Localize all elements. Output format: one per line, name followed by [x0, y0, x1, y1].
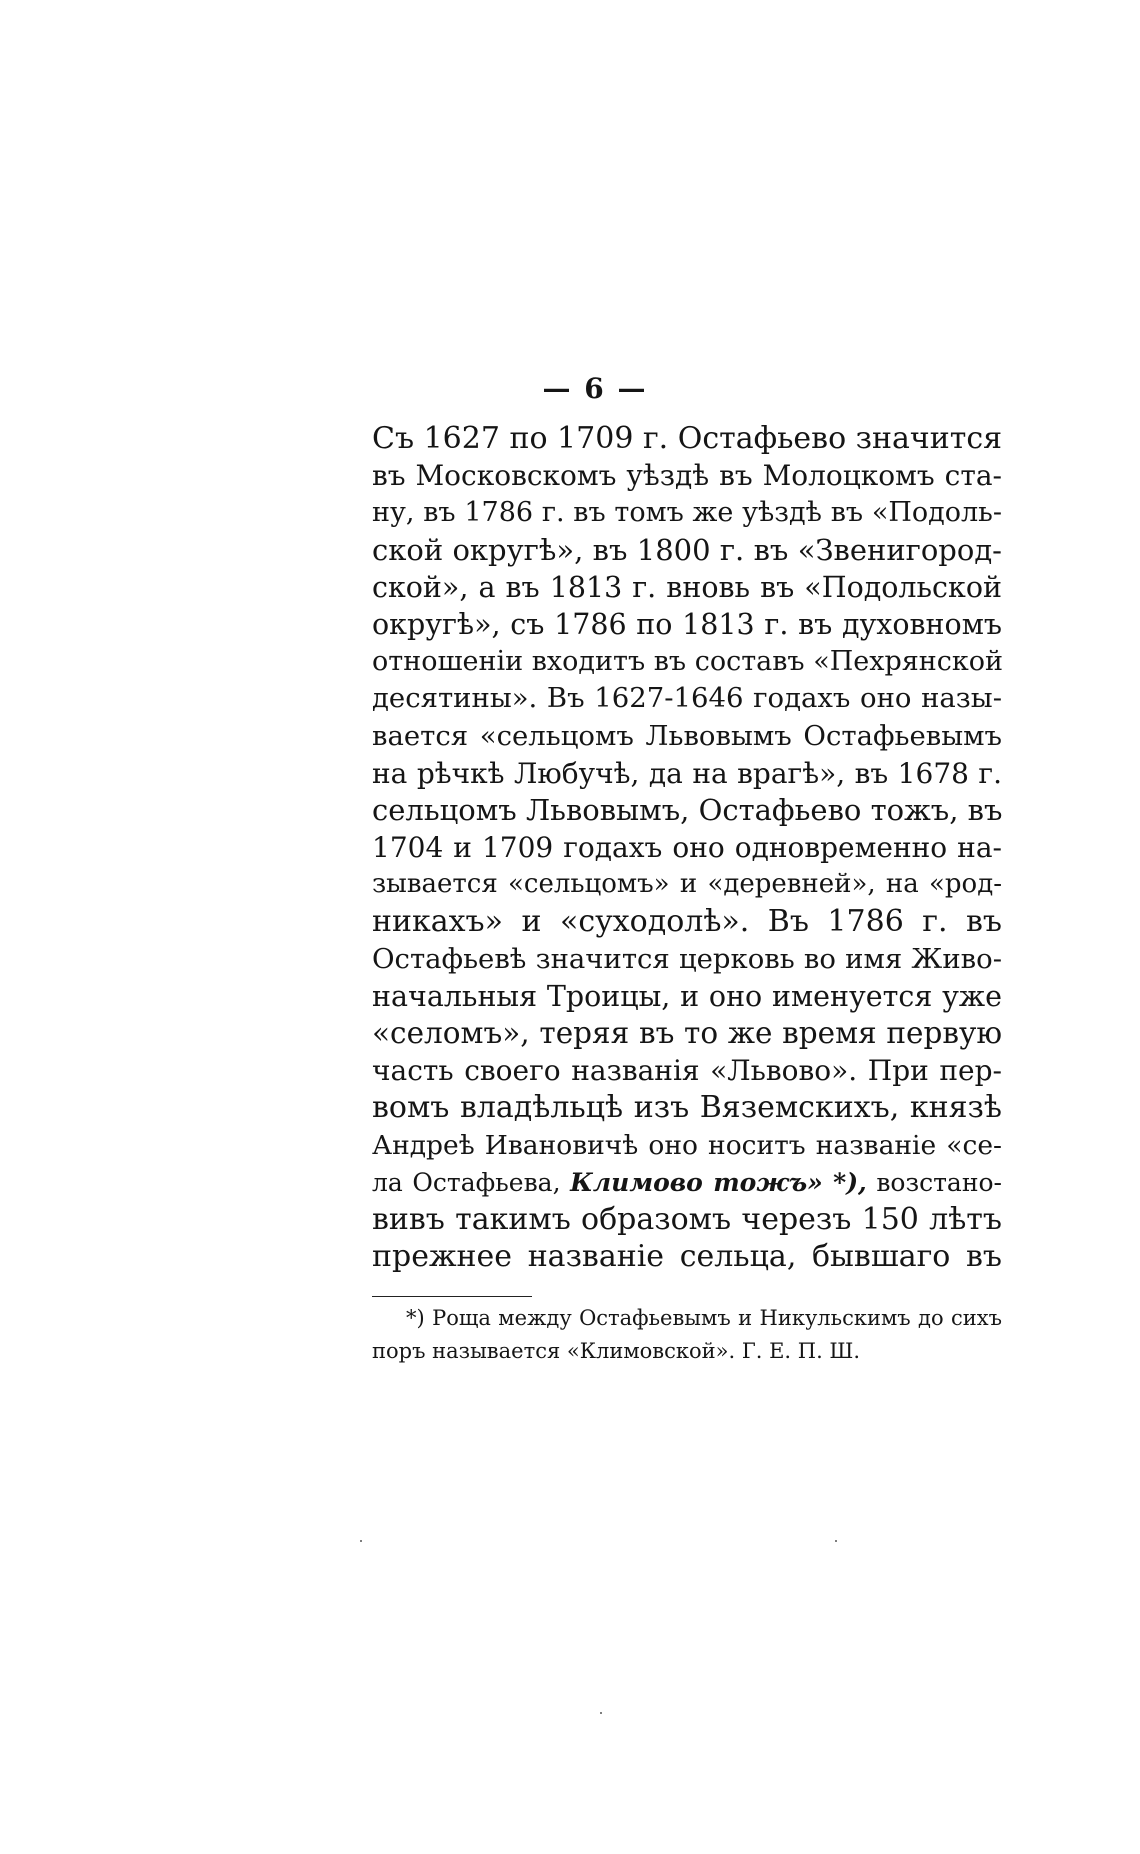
text-line: Съ 1627 по 1709 г. Остафьево значится: [372, 421, 1003, 456]
text-line: прежнее названіе сельца, бывшаго въ: [372, 1239, 1002, 1275]
text-line: ну, въ 1786 г. въ томъ же уѣздѣ въ «Подоль-: [372, 497, 1002, 529]
text-line: «селомъ», теряя въ то же время первую: [372, 1016, 1002, 1050]
text-line: ской», а въ 1813 г. вновь въ «Подольской: [372, 570, 1002, 604]
text-line: вается «сельцомъ Львовымъ Остафьевымъ: [372, 719, 1002, 752]
text-line: отношеніи входитъ въ составъ «Пехрянской: [372, 646, 1004, 678]
text-line: часть своего названія «Львово». При пер-: [372, 1054, 1002, 1088]
text-segment: ла Остафьева,: [372, 1167, 571, 1197]
paper-speck: [360, 1540, 362, 1542]
body-paragraph: [372, 420, 1002, 1275]
footnote: [372, 1302, 1002, 1368]
paper-speck: [835, 1540, 837, 1542]
text-line: Андреѣ Ивановичѣ оно носитъ названіе «се-: [372, 1129, 1002, 1161]
footnote-line: поръ называется «Климовской». Г. Е. П. Ш.: [372, 1339, 861, 1363]
text-line: никахъ» и «суходолѣ». Въ 1786 г. въ: [372, 904, 1002, 940]
text-line: Остафьевѣ значится церковь во имя Живо-: [372, 942, 1002, 975]
page-number: — 6 —: [542, 372, 648, 405]
text-line: ской округѣ», въ 1800 г. въ «Звенигород-: [372, 532, 1002, 567]
text-line: 1704 и 1709 годахъ оно одновременно на-: [372, 831, 1002, 865]
text-line: округѣ», съ 1786 по 1813 г. въ духовномъ: [372, 607, 1002, 641]
text-line: вивъ такимъ образомъ черезъ 150 лѣтъ: [372, 1201, 1002, 1237]
text-line: десятины». Въ 1627-1646 годахъ оно назы-: [372, 682, 1002, 715]
footnote-separator: [372, 1296, 532, 1297]
text-line: на рѣчкѣ Любучѣ, да на врагѣ», въ 1678 г.: [372, 756, 1002, 790]
text-line-with-italic: [372, 1164, 1002, 1201]
italic-place-name: Климово тожъ» *),: [570, 1167, 867, 1197]
footnote-line: *) Роща между Остафьевымъ и Никульскимъ до сихъ: [406, 1306, 1002, 1330]
text-line: сельцомъ Львовымъ, Остафьево тожъ, въ: [372, 792, 1003, 827]
text-line: зывается «сельцомъ» и «деревней», на «род-: [372, 869, 1002, 900]
text-line: начальныя Троицы, и оно именуется уже: [372, 979, 1002, 1013]
text-line: вомъ владѣльцѣ изъ Вяземскихъ, князѣ: [372, 1090, 1002, 1126]
text-segment: возстано-: [866, 1167, 1003, 1197]
text-line: въ Московскомъ уѣздѣ въ Молоцкомъ ста-: [372, 459, 1002, 493]
paper-speck: [600, 1712, 602, 1714]
